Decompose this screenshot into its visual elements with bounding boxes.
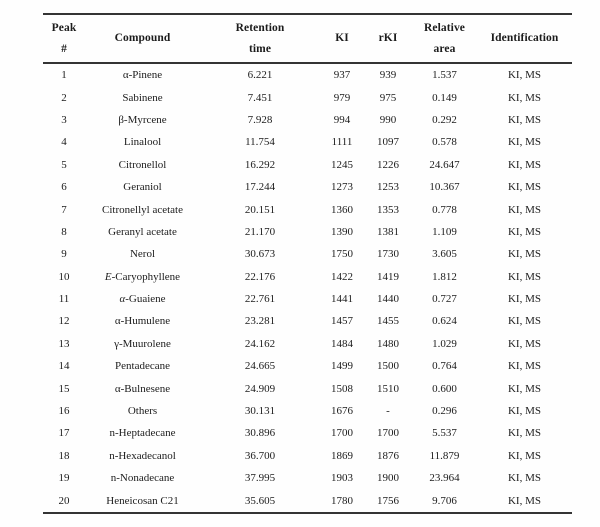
- cell-identification: KI, MS: [507, 113, 541, 126]
- cell-compound: Pentadecane: [115, 360, 170, 373]
- cell-peak: 1: [61, 69, 67, 82]
- cell-compound: n-Hexadecanol: [109, 449, 176, 462]
- cell-ki: 1422: [331, 270, 353, 283]
- cell-relative-area: 1.812: [432, 270, 457, 283]
- cell-compound: α-Bulnesene: [114, 382, 171, 395]
- cell-relative-area: 5.537: [432, 427, 457, 440]
- cell-relative-area: 1.029: [432, 337, 457, 350]
- cell-retention-time: 24.162: [244, 337, 276, 350]
- header-identification-line1: Identification: [490, 32, 559, 44]
- cell-compound: Geranyl acetate: [108, 225, 177, 238]
- table-row: [43, 288, 572, 310]
- cell-compound: n-Nonadecane: [110, 472, 175, 485]
- cell-retention-time: 37.995: [244, 472, 276, 485]
- header-peak: [43, 14, 85, 63]
- cell-identification: KI, MS: [507, 337, 541, 350]
- cell-peak: 14: [58, 360, 70, 373]
- cell-compound: α-Guaiene: [119, 293, 166, 306]
- cell-identification: KI, MS: [507, 315, 541, 328]
- cell-retention-time: 16.292: [244, 158, 276, 171]
- cell-identification: KI, MS: [507, 91, 541, 104]
- cell-ki: 1903: [331, 472, 353, 485]
- cell-retention-time: 22.176: [244, 270, 276, 283]
- table-row: [43, 221, 572, 243]
- cell-identification: KI, MS: [507, 225, 541, 238]
- cell-peak: 17: [58, 427, 70, 440]
- cell-retention-time: 11.754: [245, 136, 275, 149]
- cell-ki: 1111: [331, 136, 353, 149]
- cell-retention-time: 30.896: [244, 427, 276, 440]
- compound-table: [43, 13, 572, 514]
- cell-ki: 937: [333, 69, 351, 82]
- table-row: [43, 86, 572, 108]
- cell-retention-time: 24.665: [244, 360, 276, 373]
- table-row: [43, 355, 572, 377]
- header-compound: [85, 14, 200, 63]
- table-body: [43, 63, 572, 513]
- cell-identification: KI, MS: [507, 360, 541, 373]
- cell-relative-area: 0.624: [432, 315, 457, 328]
- cell-ki: 1508: [331, 382, 353, 395]
- cell-rki: 990: [379, 113, 397, 126]
- cell-relative-area: 11.879: [429, 449, 460, 462]
- cell-retention-time: 24.909: [244, 382, 276, 395]
- cell-peak: 20: [58, 494, 70, 507]
- header-ki-line1: KI: [335, 32, 349, 44]
- cell-rki: 1480: [377, 337, 399, 350]
- cell-rki: 975: [379, 91, 397, 104]
- cell-ki: 1390: [331, 225, 353, 238]
- header-area-line1: Relative: [423, 21, 466, 34]
- cell-identification: KI, MS: [507, 270, 541, 283]
- cell-peak: 11: [58, 293, 70, 306]
- cell-retention-time: 21.170: [244, 225, 276, 238]
- cell-rki: 1700: [377, 427, 399, 440]
- header-area-line2: area: [433, 42, 456, 55]
- cell-relative-area: 1.109: [432, 225, 457, 238]
- cell-relative-area: 0.149: [432, 91, 457, 104]
- cell-relative-area: 10.367: [429, 181, 460, 194]
- cell-identification: KI, MS: [507, 427, 541, 440]
- cell-retention-time: 7.928: [247, 113, 273, 126]
- cell-rki: 1900: [377, 472, 399, 485]
- cell-relative-area: 0.727: [432, 293, 457, 306]
- table-row: [43, 63, 572, 86]
- cell-retention-time: 7.451: [247, 91, 273, 104]
- cell-ki: 1441: [331, 293, 353, 306]
- cell-compound: Geraniol: [123, 181, 162, 194]
- cell-identification: KI, MS: [507, 136, 541, 149]
- cell-retention-time: 20.151: [244, 203, 276, 216]
- cell-peak: 8: [61, 225, 67, 238]
- header-retention-line1: Retention: [235, 21, 285, 34]
- cell-ki: 1457: [331, 315, 353, 328]
- cell-rki: 1510: [377, 382, 399, 395]
- header-retention-time: [200, 14, 320, 63]
- table-row: [43, 400, 572, 422]
- table-row: [43, 266, 572, 288]
- cell-identification: KI, MS: [507, 203, 541, 216]
- table-row: [43, 198, 572, 220]
- cell-compound: γ-Muurolene: [114, 337, 171, 350]
- cell-rki: -: [386, 405, 390, 418]
- cell-peak: 19: [58, 472, 70, 485]
- cell-ki: 1676: [331, 405, 353, 418]
- cell-ki: 1780: [331, 494, 353, 507]
- table-row: [43, 109, 572, 131]
- cell-rki: 1353: [377, 203, 399, 216]
- table-row: [43, 445, 572, 467]
- cell-retention-time: 6.221: [247, 69, 273, 82]
- table-row: [43, 333, 572, 355]
- cell-rki: 1381: [377, 225, 399, 238]
- cell-compound: Citronellyl acetate: [102, 203, 183, 216]
- cell-ki: 1245: [331, 158, 353, 171]
- cell-relative-area: 24.647: [429, 158, 460, 171]
- cell-rki: 1500: [377, 360, 399, 373]
- cell-identification: KI, MS: [507, 405, 541, 418]
- cell-compound: Sabinene: [122, 91, 163, 104]
- cell-identification: KI, MS: [507, 293, 541, 306]
- cell-ki: 1700: [331, 427, 353, 440]
- cell-identification: KI, MS: [507, 158, 541, 171]
- cell-peak: 13: [58, 337, 70, 350]
- cell-relative-area: 0.578: [432, 136, 457, 149]
- header-ki: [320, 14, 364, 63]
- cell-ki: 979: [333, 91, 351, 104]
- cell-ki: 1360: [331, 203, 353, 216]
- cell-peak: 10: [58, 270, 70, 283]
- cell-compound: α-Pinene: [122, 69, 163, 82]
- table-row: [43, 131, 572, 153]
- cell-relative-area: 0.600: [432, 382, 457, 395]
- cell-relative-area: 3.605: [432, 248, 457, 261]
- header-compound-line1: Compound: [114, 32, 171, 44]
- cell-relative-area: 23.964: [429, 472, 460, 485]
- header-row: [43, 14, 572, 63]
- cell-peak: 18: [58, 449, 70, 462]
- cell-rki: 1876: [377, 449, 399, 462]
- cell-identification: KI, MS: [507, 472, 541, 485]
- cell-relative-area: 0.764: [432, 360, 457, 373]
- cell-peak: 9: [61, 248, 67, 261]
- header-retention-line2: time: [248, 42, 272, 55]
- cell-ki: 1750: [331, 248, 353, 261]
- table-row: [43, 467, 572, 489]
- table-row: [43, 154, 572, 176]
- cell-relative-area: 9.706: [432, 494, 457, 507]
- cell-identification: KI, MS: [507, 494, 541, 507]
- cell-compound: α-Humulene: [114, 315, 171, 328]
- cell-retention-time: 30.673: [244, 248, 276, 261]
- cell-rki: 939: [379, 69, 397, 82]
- cell-identification: KI, MS: [507, 449, 541, 462]
- cell-relative-area: 0.296: [432, 405, 457, 418]
- cell-rki: 1756: [377, 494, 399, 507]
- table-row: [43, 377, 572, 399]
- cell-retention-time: 36.700: [244, 449, 276, 462]
- cell-rki: 1440: [377, 293, 399, 306]
- cell-identification: KI, MS: [507, 248, 541, 261]
- cell-compound: Nerol: [129, 248, 156, 261]
- cell-relative-area: 0.292: [432, 113, 457, 126]
- header-relative-area: [412, 14, 477, 63]
- cell-rki: 1730: [377, 248, 399, 261]
- cell-retention-time: 22.761: [244, 293, 276, 306]
- cell-compound: Citronellol: [118, 158, 167, 171]
- cell-peak: 16: [58, 405, 70, 418]
- header-rki-line1: rKI: [378, 32, 398, 44]
- cell-retention-time: 30.131: [244, 405, 276, 418]
- table-header: [43, 14, 572, 63]
- cell-rki: 1419: [377, 270, 399, 283]
- header-rki: [364, 14, 412, 63]
- cell-compound: Linalool: [123, 136, 162, 149]
- cell-ki: 1484: [331, 337, 353, 350]
- table-row: [43, 243, 572, 265]
- cell-compound: Others: [127, 405, 158, 418]
- cell-ki: 994: [333, 113, 351, 126]
- cell-relative-area: 1.537: [432, 69, 457, 82]
- cell-rki: 1226: [377, 158, 399, 171]
- cell-identification: KI, MS: [507, 181, 541, 194]
- cell-rki: 1253: [377, 181, 399, 194]
- table-row: [43, 489, 572, 512]
- header-peak-line2: #: [61, 42, 67, 55]
- table-row: [43, 176, 572, 198]
- cell-retention-time: 35.605: [244, 494, 276, 507]
- cell-ki: 1499: [331, 360, 353, 373]
- cell-compound: n-Heptadecane: [109, 427, 176, 440]
- cell-rki: 1097: [377, 136, 399, 149]
- cell-retention-time: 23.281: [244, 315, 276, 328]
- cell-retention-time: 17.244: [244, 181, 276, 194]
- cell-peak: 4: [61, 136, 67, 149]
- cell-compound: Heneicosan C21: [106, 494, 179, 507]
- header-identification: [477, 14, 572, 63]
- cell-ki: 1273: [331, 181, 353, 194]
- cell-peak: 12: [58, 315, 70, 328]
- table-row: [43, 422, 572, 444]
- table-row: [43, 310, 572, 332]
- cell-peak: 15: [58, 382, 70, 395]
- cell-peak: 7: [61, 203, 67, 216]
- cell-peak: 5: [61, 158, 67, 171]
- cell-identification: KI, MS: [507, 69, 541, 82]
- cell-peak: 2: [61, 91, 67, 104]
- cell-identification: KI, MS: [507, 382, 541, 395]
- cell-compound: E-Caryophyllene: [104, 270, 181, 283]
- cell-compound: β-Myrcene: [118, 113, 167, 126]
- cell-rki: 1455: [377, 315, 399, 328]
- cell-peak: 3: [61, 113, 67, 126]
- cell-ki: 1869: [331, 449, 353, 462]
- header-peak-line1: Peak: [51, 21, 77, 34]
- cell-peak: 6: [61, 181, 67, 194]
- cell-relative-area: 0.778: [432, 203, 457, 216]
